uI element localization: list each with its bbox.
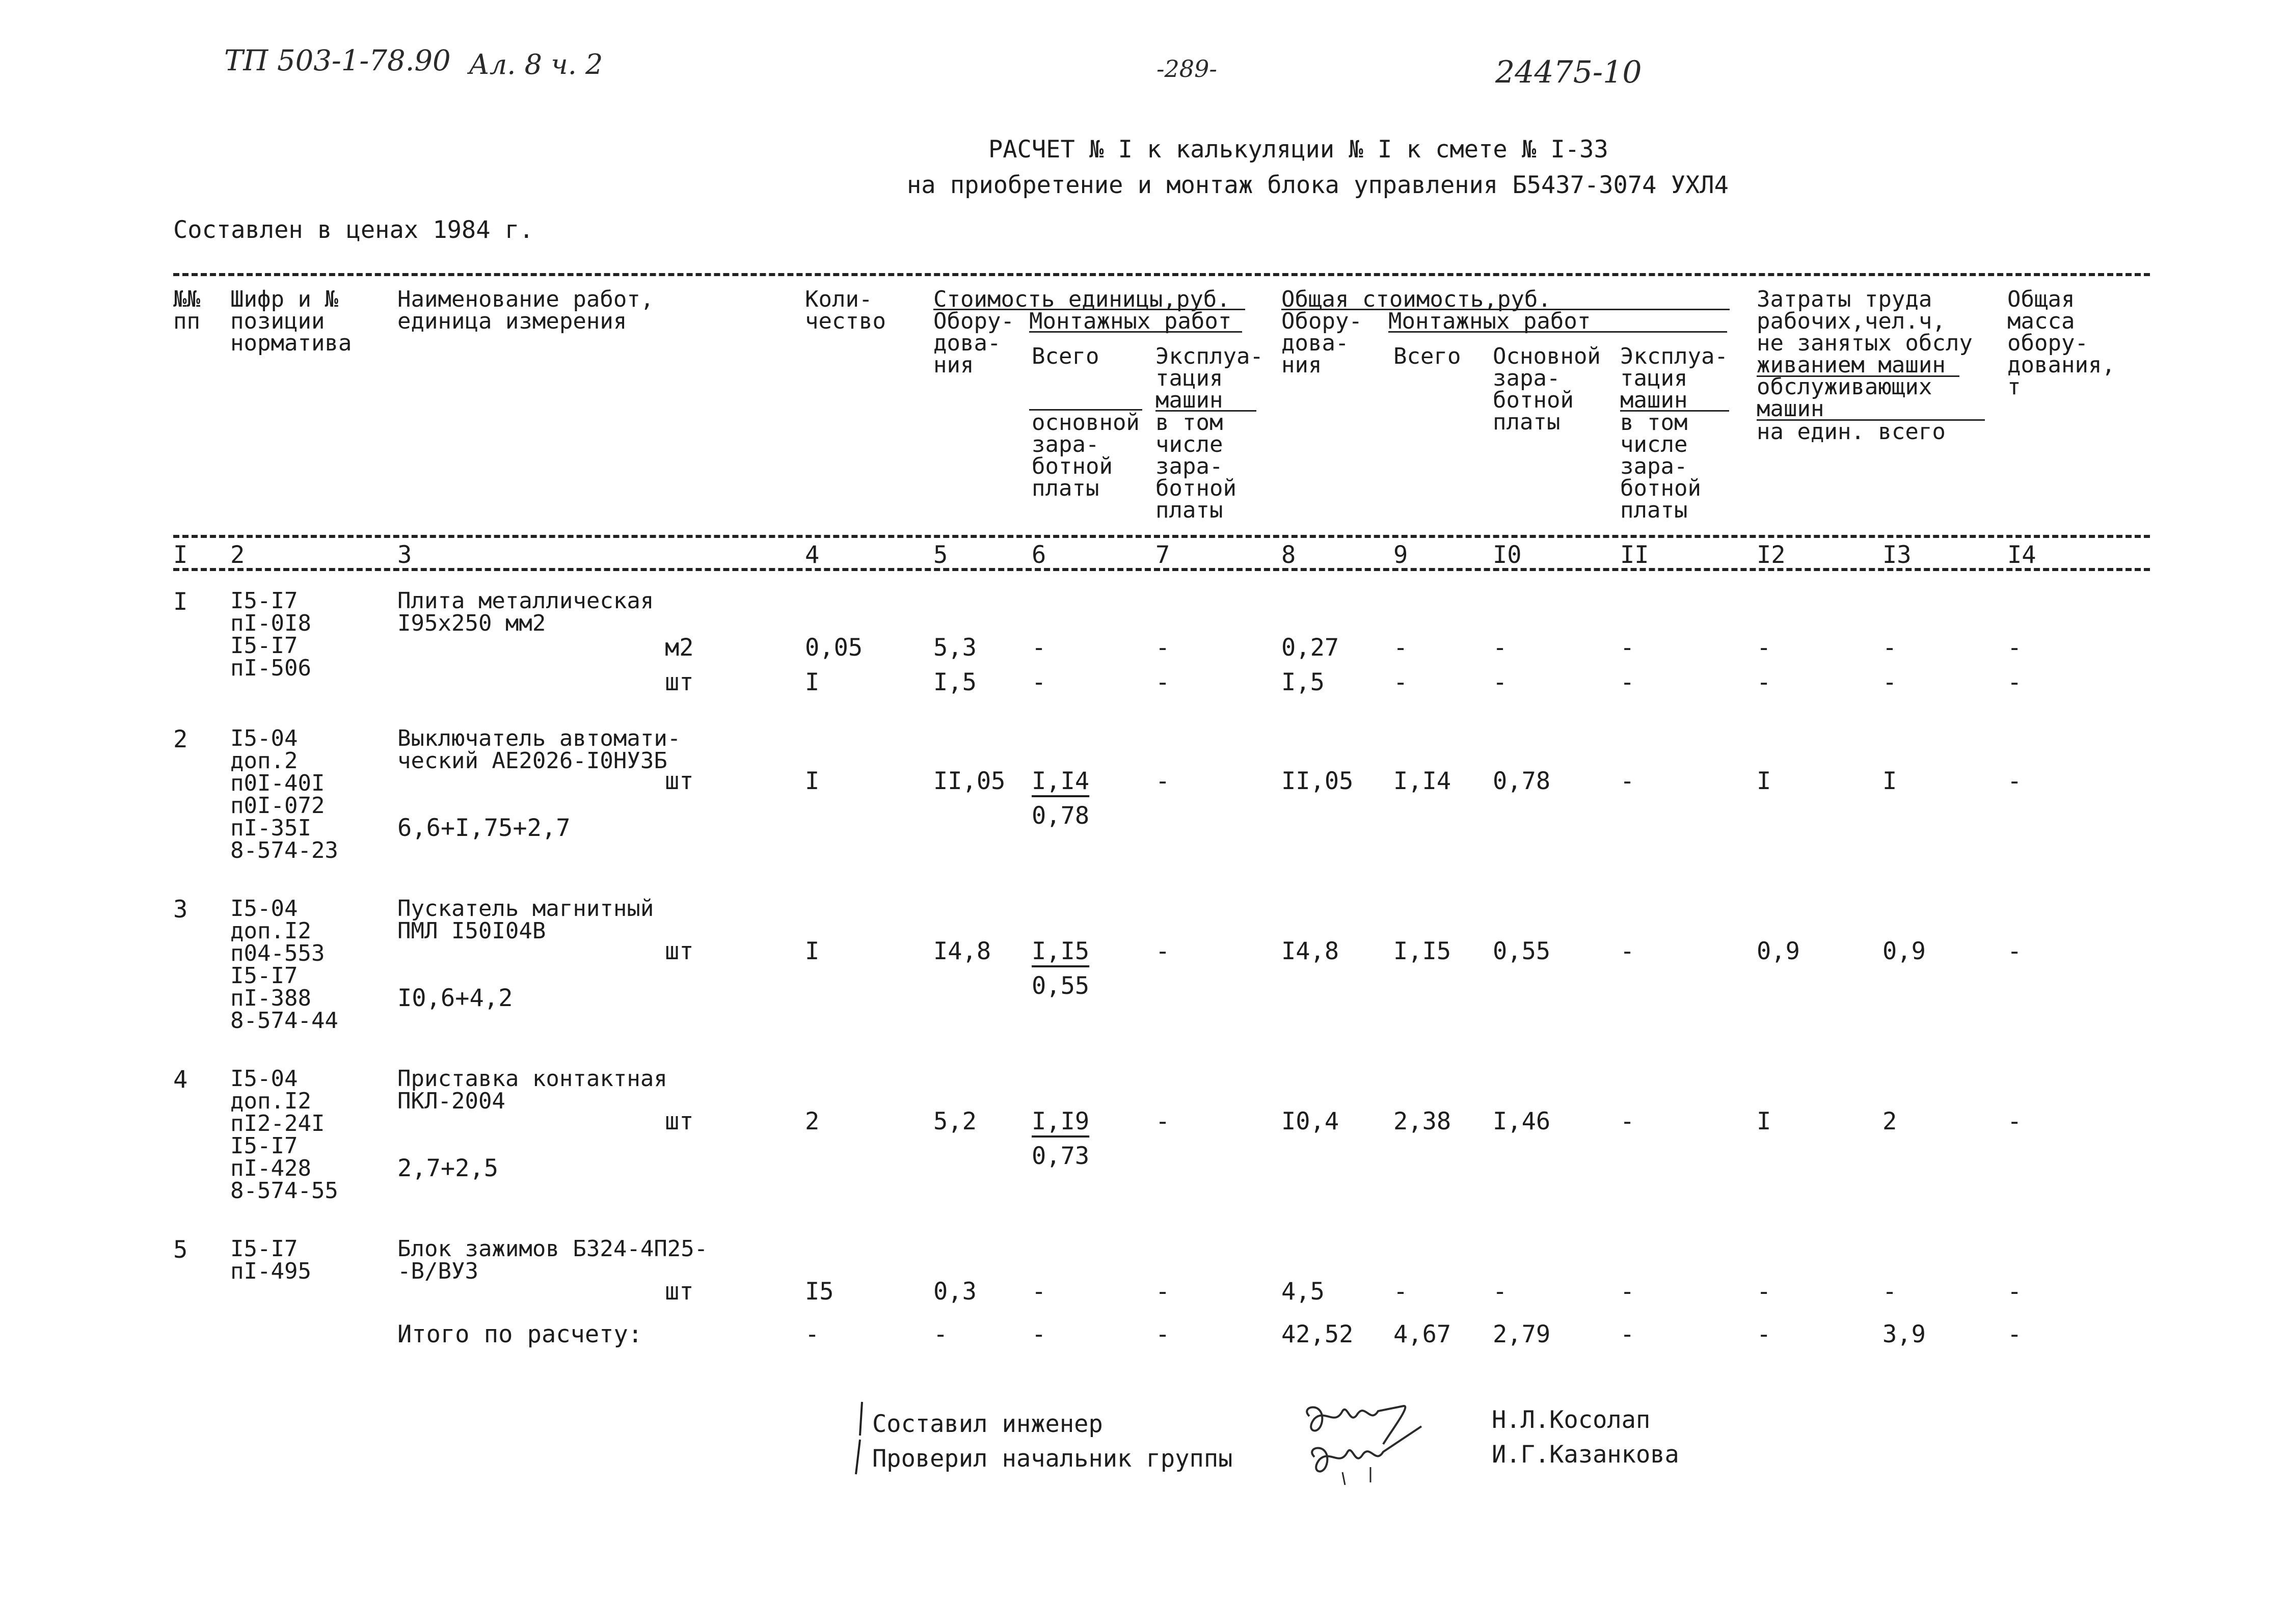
row-unit-equip: 0,3 bbox=[933, 1278, 977, 1306]
header-unit-mount-underline bbox=[1029, 331, 1242, 333]
stamp-code: ТП 503-1-78.90 bbox=[224, 44, 451, 77]
total-labor-total: 3,9 bbox=[1882, 1320, 1926, 1348]
row-total-exp: - bbox=[1620, 1278, 1635, 1306]
row-unit-mount: - bbox=[1032, 634, 1046, 662]
document-number: 24475-10 bbox=[1495, 55, 1642, 90]
compiled-by-name: Н.Л.Косолап bbox=[1492, 1406, 1651, 1434]
row-total-all: - bbox=[1393, 1278, 1408, 1306]
row-qty: 2 bbox=[805, 1107, 820, 1135]
header-total-salary: Основной зара- ботной платы bbox=[1493, 343, 1601, 435]
header-name: Наименование работ, единица измерения bbox=[397, 286, 654, 334]
row-unit-mount-salary: 0,78 bbox=[1032, 802, 1090, 830]
row-total-all: 2,38 bbox=[1393, 1107, 1451, 1135]
row-unit-mount: - bbox=[1032, 1278, 1046, 1306]
signature-bracket bbox=[851, 1400, 866, 1476]
row-code: I5-I7 пI-0I8 I5-I7 пI-506 bbox=[230, 588, 311, 681]
row-labor-total: - bbox=[1882, 1278, 1897, 1306]
colnum-10: I0 bbox=[1493, 541, 1522, 569]
row-unit: шт bbox=[665, 767, 694, 795]
row-total-salary: - bbox=[1493, 634, 1508, 662]
row-total-salary: - bbox=[1493, 1278, 1508, 1306]
header-unit-exp-sub: в том числе зара- ботной платы bbox=[1155, 410, 1236, 523]
row-labor-unit: - bbox=[1757, 668, 1771, 696]
colnum-8: 8 bbox=[1281, 541, 1296, 569]
row-unit-exp: - bbox=[1155, 1107, 1170, 1135]
header-total-equip: Обору- дова- ния bbox=[1281, 308, 1362, 378]
row-unit-equip: 5,2 bbox=[933, 1107, 977, 1135]
column-numbers-top-rule bbox=[173, 535, 2150, 538]
header-top-rule bbox=[173, 273, 2150, 276]
row-unit-equip: II,05 bbox=[933, 767, 1006, 795]
total-unit-exp: - bbox=[1155, 1320, 1170, 1348]
colnum-4: 4 bbox=[805, 541, 820, 569]
header-unit-mount: Монтажных работ bbox=[1029, 308, 1232, 334]
row-unit: м2 bbox=[665, 634, 694, 662]
row-total-salary: 0,55 bbox=[1493, 937, 1551, 965]
row-number: 4 bbox=[173, 1066, 188, 1094]
row-total-equip: 4,5 bbox=[1281, 1278, 1325, 1306]
row-unit-mount: I,I4 bbox=[1032, 767, 1090, 795]
row-mass: - bbox=[2007, 668, 2022, 696]
row-total-equip: I,5 bbox=[1281, 668, 1325, 696]
row-total-exp: - bbox=[1620, 668, 1635, 696]
colnum-5: 5 bbox=[933, 541, 948, 569]
row-unit: шт bbox=[665, 668, 694, 696]
row-unit-exp: - bbox=[1155, 767, 1170, 795]
total-qty: - bbox=[805, 1320, 820, 1348]
checked-by-label: Проверил начальник группы bbox=[872, 1445, 1233, 1473]
row-unit-mount: - bbox=[1032, 668, 1046, 696]
row-number: I bbox=[173, 588, 188, 616]
row-mass: - bbox=[2007, 634, 2022, 662]
colnum-13: I3 bbox=[1882, 541, 1912, 569]
header-unit-total: Всего bbox=[1032, 343, 1099, 369]
row-total-all: I,I5 bbox=[1393, 937, 1451, 965]
row-mass: - bbox=[2007, 937, 2022, 965]
row-unit-exp: - bbox=[1155, 1278, 1170, 1306]
row-mass: - bbox=[2007, 1107, 2022, 1135]
row-labor-unit: - bbox=[1757, 634, 1771, 662]
row-name: Плита металлическая I95х250 мм2 bbox=[397, 588, 654, 636]
row-total-exp: - bbox=[1620, 634, 1635, 662]
row-unit-equip: I,5 bbox=[933, 668, 977, 696]
row-number: 2 bbox=[173, 725, 188, 753]
signature-scribble bbox=[1294, 1396, 1447, 1487]
row-formula: 6,6+I,75+2,7 bbox=[397, 814, 571, 842]
header-total-exp: Эксплуа- тация машин bbox=[1620, 343, 1728, 413]
total-label: Итого по расчету: bbox=[397, 1320, 643, 1348]
row-labor-total: 0,9 bbox=[1882, 937, 1926, 965]
header-labor-2: живанием машин bbox=[1757, 352, 1946, 378]
row-unit-exp: - bbox=[1155, 634, 1170, 662]
row-labor-unit: - bbox=[1757, 1278, 1771, 1306]
row-name: Приставка контактная ПКЛ-2004 bbox=[397, 1066, 667, 1114]
header-unit-salary: основной зара- ботной платы bbox=[1032, 410, 1140, 501]
header-unit-cost: Стоимость единицы,руб. bbox=[933, 286, 1230, 312]
row-total-all: - bbox=[1393, 634, 1408, 662]
row-unit-exp: - bbox=[1155, 668, 1170, 696]
row-code: I5-04 доп.2 п0I-40I п0I-072 пI-35I 8-574-23 bbox=[230, 725, 338, 863]
row-qty: I5 bbox=[805, 1278, 834, 1306]
total-unit-equip: - bbox=[933, 1320, 948, 1348]
colnum-3: 3 bbox=[397, 541, 412, 569]
title-line-1: РАСЧЕТ № I к калькуляции № I к смете № I-33 bbox=[988, 136, 1608, 164]
row-labor-total: 2 bbox=[1882, 1107, 1897, 1135]
row-total-salary: 0,78 bbox=[1493, 767, 1551, 795]
row-mass: - bbox=[2007, 1278, 2022, 1306]
colnum-6: 6 bbox=[1032, 541, 1046, 569]
row-number: 5 bbox=[173, 1236, 188, 1264]
header-labor-3: обслуживающих машин bbox=[1757, 374, 1932, 422]
checked-by-name: И.Г.Казанкова bbox=[1492, 1441, 1679, 1469]
total-mass: - bbox=[2007, 1320, 2022, 1348]
row-qty: I bbox=[805, 767, 820, 795]
row-mass: - bbox=[2007, 767, 2022, 795]
row-code: I5-04 доп.I2 п04-553 I5-I7 пI-388 8-574-44 bbox=[230, 896, 338, 1034]
row-unit: шт bbox=[665, 1107, 694, 1135]
row-name: Выключатель автомати- ческий АЕ2026-I0НУ3Б bbox=[397, 725, 681, 774]
row-total-all: - bbox=[1393, 668, 1408, 696]
row-labor-total: I bbox=[1882, 767, 1897, 795]
row-unit-equip: I4,8 bbox=[933, 937, 991, 965]
colnum-2: 2 bbox=[230, 541, 245, 569]
row-total-equip: I4,8 bbox=[1281, 937, 1339, 965]
header-labor: Затраты труда рабочих,чел.ч, не занятых обслу bbox=[1757, 286, 1973, 356]
colnum-9: 9 bbox=[1393, 541, 1408, 569]
row-unit-mount-salary: 0,73 bbox=[1032, 1142, 1090, 1170]
header-labor-4: на един. всего bbox=[1757, 419, 1946, 445]
total-salary: 2,79 bbox=[1493, 1320, 1551, 1348]
colnum-11: II bbox=[1620, 541, 1649, 569]
row-unit-mount-salary: 0,55 bbox=[1032, 972, 1090, 1000]
header-qty: Коли- чество bbox=[805, 286, 886, 334]
row-code: I5-04 доп.I2 пI2-24I I5-I7 пI-428 8-574-55 bbox=[230, 1066, 338, 1204]
row-labor-unit: 0,9 bbox=[1757, 937, 1800, 965]
row-qty: I bbox=[805, 668, 820, 696]
total-unit-mount: - bbox=[1032, 1320, 1046, 1348]
total-labor-unit: - bbox=[1757, 1320, 1771, 1348]
row-total-equip: II,05 bbox=[1281, 767, 1354, 795]
row-total-salary: - bbox=[1493, 668, 1508, 696]
prices-note: Составлен в ценах 1984 г. bbox=[173, 216, 534, 244]
total-exp: - bbox=[1620, 1320, 1635, 1348]
header-total-mount: Монтажных работ bbox=[1388, 308, 1591, 334]
row-name: Блок зажимов Б324-4П25- -В/ВУ3 bbox=[397, 1236, 708, 1284]
row-qty: I bbox=[805, 937, 820, 965]
row-number: 3 bbox=[173, 896, 188, 924]
header-code: Шифр и № позиции норматива bbox=[230, 286, 352, 356]
row-code: I5-I7 пI-495 bbox=[230, 1236, 311, 1284]
row-total-exp: - bbox=[1620, 1107, 1635, 1135]
row-total-exp: - bbox=[1620, 937, 1635, 965]
row-unit-exp: - bbox=[1155, 937, 1170, 965]
row-unit: шт bbox=[665, 937, 694, 965]
stamp-album: Ал. 8 ч. 2 bbox=[469, 48, 603, 80]
header-total-mount-underline bbox=[1388, 331, 1727, 333]
row-labor-total: - bbox=[1882, 634, 1897, 662]
row-total-equip: I0,4 bbox=[1281, 1107, 1339, 1135]
row-formula: I0,6+4,2 bbox=[397, 984, 513, 1012]
row-unit: шт bbox=[665, 1278, 694, 1306]
colnum-7: 7 bbox=[1155, 541, 1170, 569]
page-number: -289- bbox=[1156, 55, 1217, 83]
header-total-all: Всего bbox=[1393, 343, 1461, 369]
header-num: №№ пп bbox=[173, 286, 200, 334]
row-total-exp: - bbox=[1620, 767, 1635, 795]
header-unit-exp: Эксплуа- тация машин bbox=[1155, 343, 1263, 413]
header-total-cost: Общая стоимость,руб. bbox=[1281, 286, 1551, 312]
row-total-all: I,I4 bbox=[1393, 767, 1451, 795]
header-unit-equip: Обору- дова- ния bbox=[933, 308, 1014, 378]
header-mass: Общая масса обору- дования, т bbox=[2007, 286, 2115, 400]
row-qty: 0,05 bbox=[805, 634, 863, 662]
total-equip: 42,52 bbox=[1281, 1320, 1354, 1348]
row-labor-total: - bbox=[1882, 668, 1897, 696]
header-total-exp-sub: в том числе зара- ботной платы bbox=[1620, 410, 1701, 523]
colnum-14: I4 bbox=[2007, 541, 2036, 569]
title-line-2: на приобретение и монтаж блока управления Б5437-3074 УХЛ4 bbox=[907, 171, 1729, 199]
row-labor-unit: I bbox=[1757, 767, 1771, 795]
colnum-12: I2 bbox=[1757, 541, 1786, 569]
compiled-by-label: Составил инженер bbox=[872, 1410, 1103, 1438]
row-unit-mount: I,I5 bbox=[1032, 937, 1090, 965]
total-all: 4,67 bbox=[1393, 1320, 1451, 1348]
row-unit-equip: 5,3 bbox=[933, 634, 977, 662]
row-labor-unit: I bbox=[1757, 1107, 1771, 1135]
row-total-equip: 0,27 bbox=[1281, 634, 1339, 662]
row-name: Пускатель магнитный ПМЛ I50I04В bbox=[397, 896, 654, 944]
row-unit-mount: I,I9 bbox=[1032, 1107, 1090, 1135]
colnum-1: I bbox=[173, 541, 188, 569]
row-formula: 2,7+2,5 bbox=[397, 1154, 499, 1182]
row-total-salary: I,46 bbox=[1493, 1107, 1551, 1135]
